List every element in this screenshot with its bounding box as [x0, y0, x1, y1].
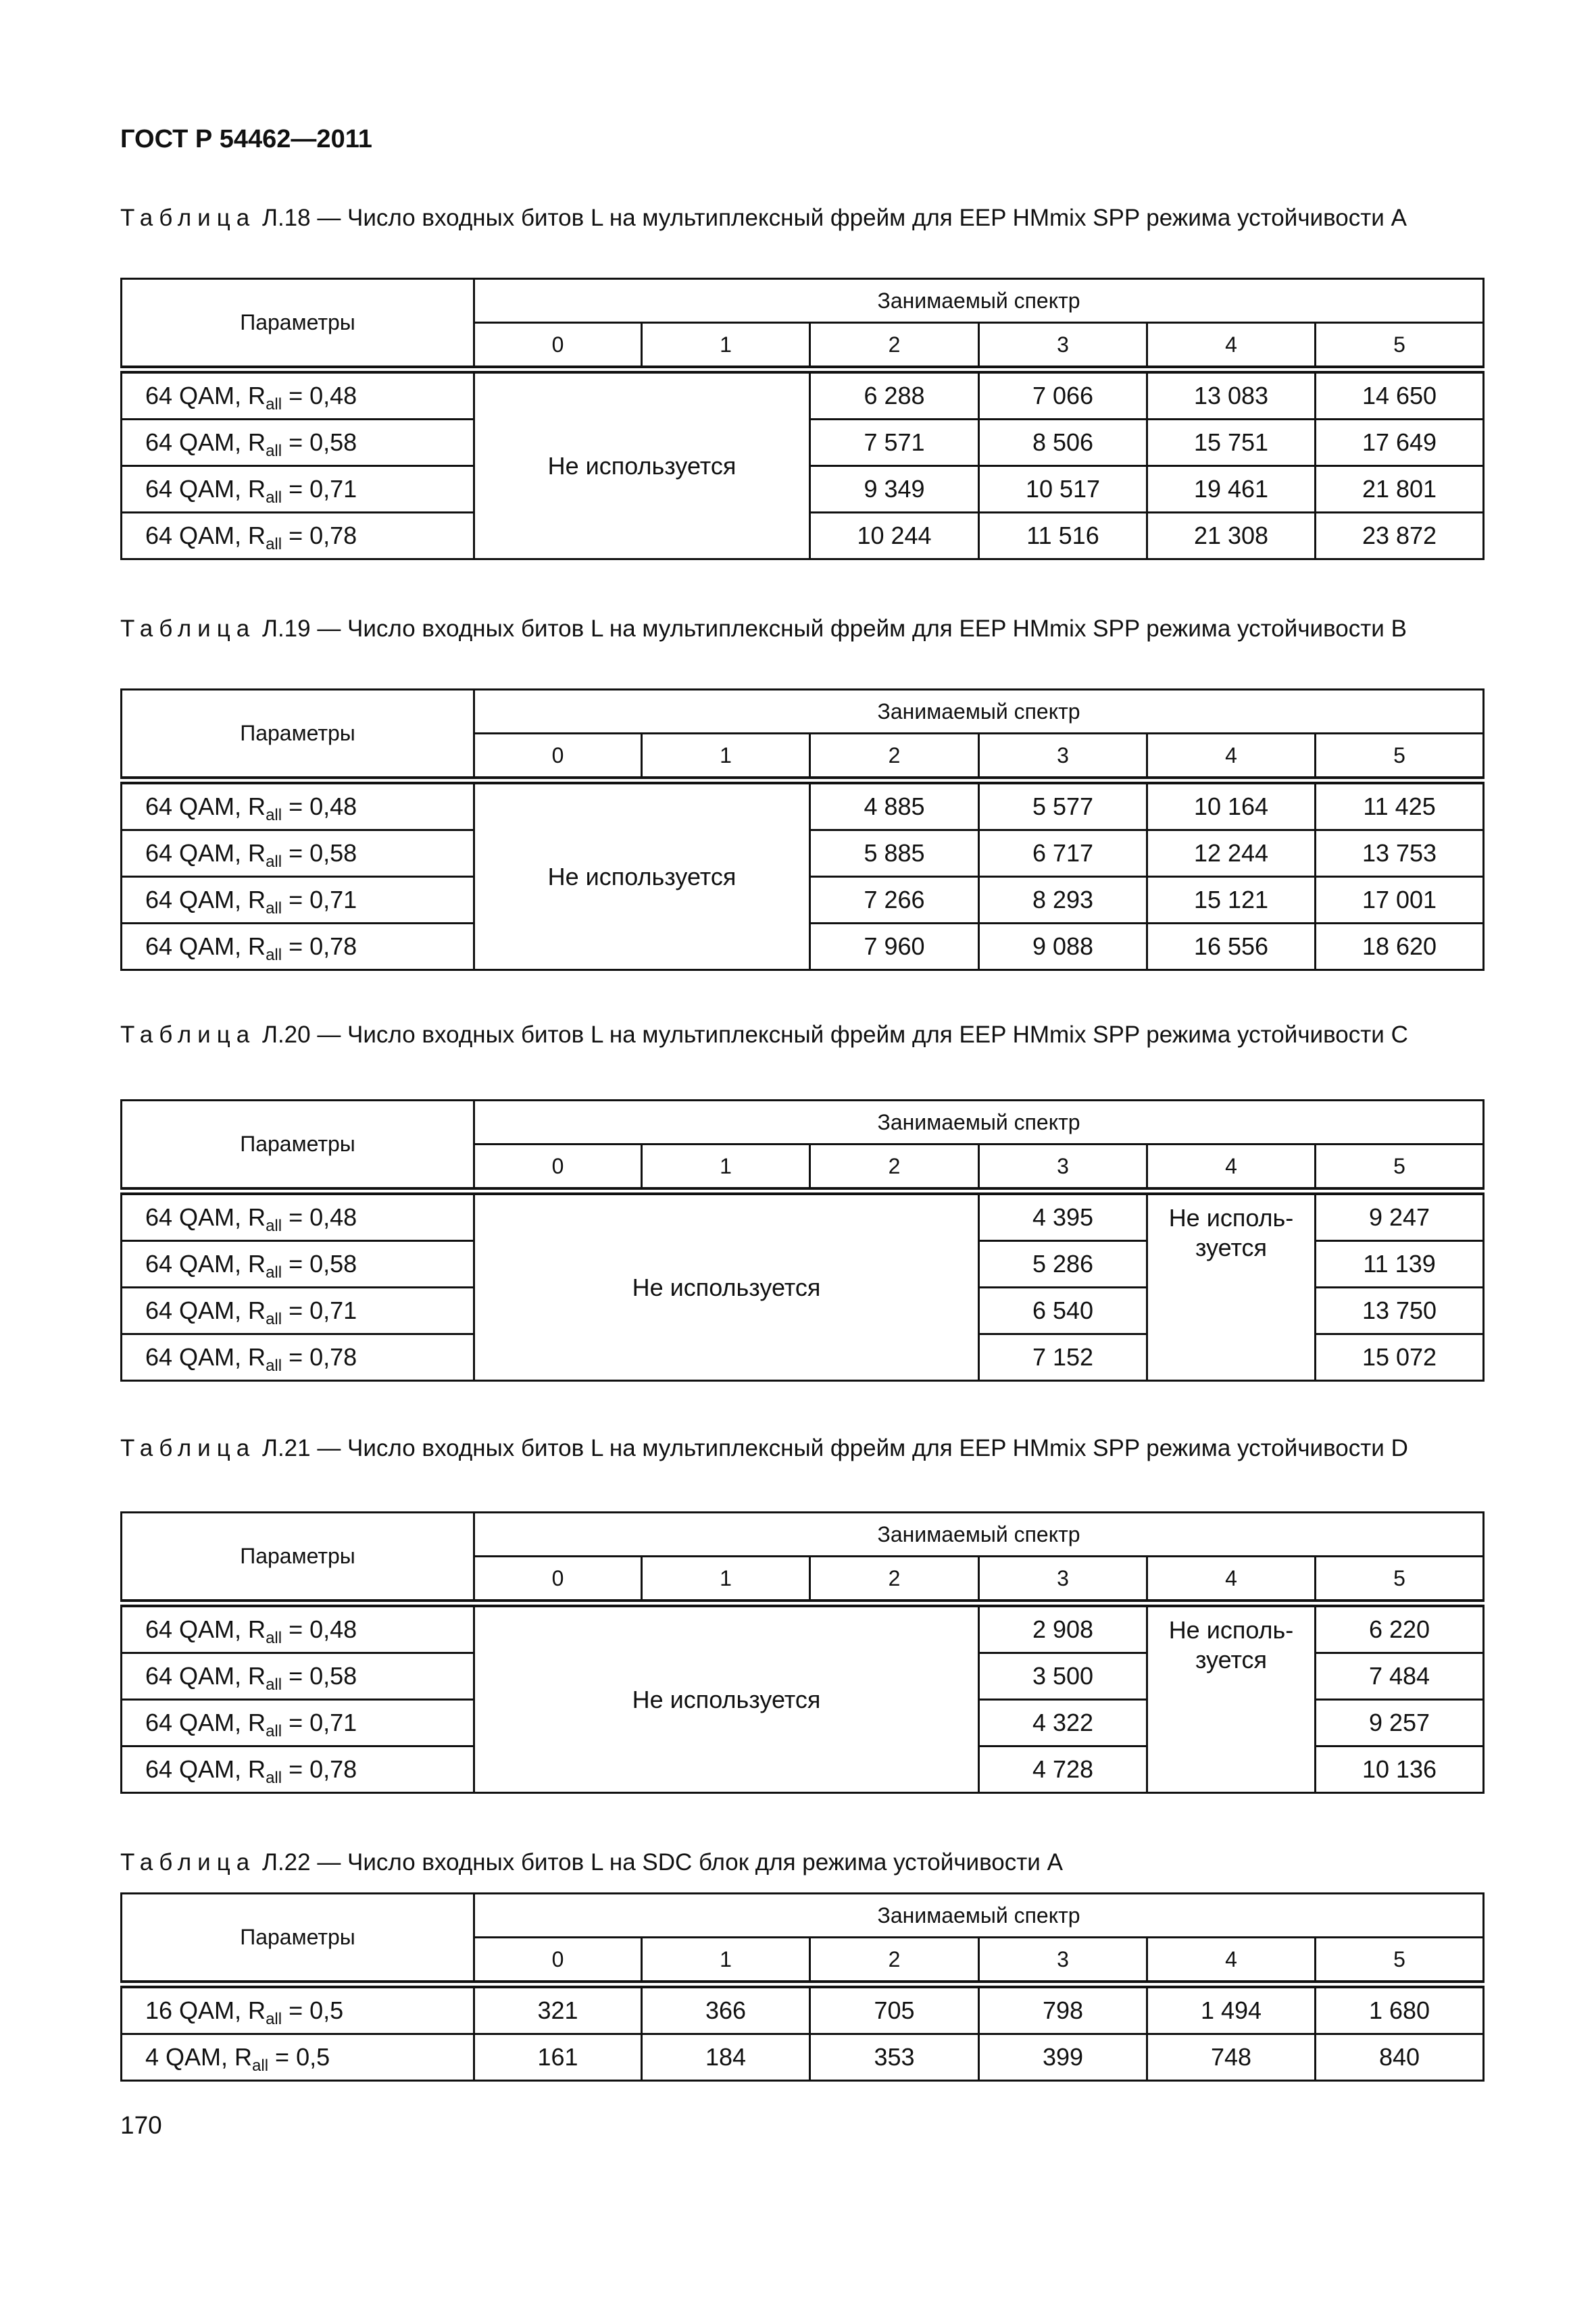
caption-text: Л.20 — Число входных битов L на мультиплексный фрейм для EEP HMmix SPP режима устойчивости C: [261, 1022, 1408, 1048]
value-cell: 798: [979, 1984, 1147, 2034]
value-cell: 9 247: [1316, 1191, 1484, 1241]
spectrum-col-5: 5: [1316, 323, 1484, 370]
table-row: [122, 370, 1484, 420]
not-used-cell-hyphenated: Не исполь- зуется: [1147, 1603, 1316, 1793]
value-cell: 10 136: [1316, 1746, 1484, 1793]
document-header: ГОСТ Р 54462—2011: [120, 125, 372, 153]
table-caption-l20: [120, 1020, 1480, 1051]
spectrum-col-5: 5: [1316, 734, 1484, 781]
value-cell: 2 908: [979, 1603, 1147, 1653]
spectrum-header: Занимаемый спектр: [474, 279, 1484, 323]
spectrum-col-0: 0: [474, 734, 642, 781]
value-cell: 7 960: [810, 924, 979, 970]
spectrum-col-4: 4: [1147, 323, 1316, 370]
value-cell: 748: [1147, 2034, 1316, 2081]
value-cell: 7 152: [979, 1334, 1147, 1381]
value-cell: 15 751: [1147, 420, 1316, 466]
param-cell: 64 QAM, $R_{all} = 0,48$: [122, 370, 474, 420]
value-cell: 18 620: [1316, 924, 1484, 970]
params-header: Параметры: [122, 279, 474, 370]
param-cell: 64 QAM, $R_{all} = 0,58$: [122, 830, 474, 877]
table-label: Таблица: [120, 205, 256, 231]
value-cell: 21 308: [1147, 513, 1316, 559]
spectrum-col-1: 1: [642, 323, 810, 370]
caption-text: Л.21 — Число входных битов L на мультиплексный фрейм для EEP HMmix SPP режима устойчивости D: [261, 1435, 1408, 1461]
value-cell: 9 257: [1316, 1700, 1484, 1746]
spectrum-header: Занимаемый спектр: [474, 1513, 1484, 1557]
table-label: Таблица: [120, 615, 256, 642]
not-used-cell-hyphenated: Не исполь- зуется: [1147, 1191, 1316, 1381]
not-used-cell: Не используется: [474, 1603, 979, 1793]
value-cell: 6 540: [979, 1288, 1147, 1334]
value-cell: 14 650: [1316, 370, 1484, 420]
value-cell: 13 753: [1316, 830, 1484, 877]
value-cell: 1 494: [1147, 1984, 1316, 2034]
value-cell: 11 516: [979, 513, 1147, 559]
table-row: [122, 2034, 1484, 2081]
spectrum-col-4: 4: [1147, 734, 1316, 781]
value-cell: 5 885: [810, 830, 979, 877]
spectrum-header: Занимаемый спектр: [474, 1894, 1484, 1938]
param-cell: 64 QAM, $R_{all} = 0,71$: [122, 1700, 474, 1746]
caption-text: Л.22 — Число входных битов L на SDC блок для режима устойчивости A: [261, 1849, 1063, 1876]
table-l19: [120, 688, 1485, 971]
value-cell: 6 220: [1316, 1603, 1484, 1653]
value-cell: 4 885: [810, 780, 979, 830]
value-cell: 705: [810, 1984, 979, 2034]
param-cell: 64 QAM, $R_{all} = 0,58$: [122, 1241, 474, 1288]
value-cell: 10 244: [810, 513, 979, 559]
spectrum-col-3: 3: [979, 734, 1147, 781]
value-cell: 17 001: [1316, 877, 1484, 924]
value-cell: 9 349: [810, 466, 979, 513]
value-cell: 5 286: [979, 1241, 1147, 1288]
table-row: [122, 1191, 1484, 1241]
table-caption-l21: [120, 1433, 1480, 1464]
table-l22: [120, 1892, 1485, 2082]
value-cell: 8 293: [979, 877, 1147, 924]
value-cell: 7 484: [1316, 1653, 1484, 1700]
value-cell: 7 066: [979, 370, 1147, 420]
table-caption-l22: [120, 1847, 1480, 1878]
param-cell: 64 QAM, $R_{all} = 0,58$: [122, 420, 474, 466]
table-label: Таблица: [120, 1435, 256, 1461]
param-cell: 64 QAM, $R_{all} = 0,71$: [122, 466, 474, 513]
spectrum-col-5: 5: [1316, 1938, 1484, 1985]
value-cell: 13 083: [1147, 370, 1316, 420]
value-cell: 7 266: [810, 877, 979, 924]
table-label: Таблица: [120, 1022, 256, 1048]
spectrum-col-1: 1: [642, 1557, 810, 1604]
value-cell: 4 395: [979, 1191, 1147, 1241]
value-cell: 5 577: [979, 780, 1147, 830]
value-cell: 399: [979, 2034, 1147, 2081]
caption-text: Л.19 — Число входных битов L на мультиплексный фрейм для EEP HMmix SPP режима устойчивости B: [261, 615, 1407, 642]
spectrum-col-2: 2: [810, 734, 979, 781]
params-header: Параметры: [122, 1894, 474, 1985]
spectrum-col-2: 2: [810, 1557, 979, 1604]
value-cell: 840: [1316, 2034, 1484, 2081]
value-cell: 321: [474, 1984, 642, 2034]
not-used-cell: Не используется: [474, 780, 810, 970]
table-l20: [120, 1099, 1485, 1382]
table-l18: [120, 278, 1485, 560]
table-row: [122, 780, 1484, 830]
param-cell: 64 QAM, $R_{all} = 0,78$: [122, 513, 474, 559]
value-cell: 4 728: [979, 1746, 1147, 1793]
value-cell: 9 088: [979, 924, 1147, 970]
caption-text: Л.18 — Число входных битов L на мультиплексный фрейм для EEP HMmix SPP режима устойчивости A: [261, 205, 1407, 231]
params-header: Параметры: [122, 690, 474, 781]
spectrum-header: Занимаемый спектр: [474, 1101, 1484, 1145]
param-cell: 64 QAM, $R_{all} = 0,48$: [122, 1603, 474, 1653]
value-cell: 15 072: [1316, 1334, 1484, 1381]
spectrum-col-3: 3: [979, 323, 1147, 370]
param-cell: 64 QAM, $R_{all} = 0,78$: [122, 1746, 474, 1793]
value-cell: 10 164: [1147, 780, 1316, 830]
spectrum-col-1: 1: [642, 1938, 810, 1985]
spectrum-col-5: 5: [1316, 1145, 1484, 1192]
spectrum-col-2: 2: [810, 323, 979, 370]
param-cell: 64 QAM, $R_{all} = 0,71$: [122, 1288, 474, 1334]
value-cell: 17 649: [1316, 420, 1484, 466]
spectrum-col-0: 0: [474, 1938, 642, 1985]
table-l21: [120, 1511, 1485, 1794]
value-cell: 13 750: [1316, 1288, 1484, 1334]
value-cell: 12 244: [1147, 830, 1316, 877]
spectrum-col-0: 0: [474, 1145, 642, 1192]
spectrum-header: Занимаемый спектр: [474, 690, 1484, 734]
value-cell: 7 571: [810, 420, 979, 466]
spectrum-col-4: 4: [1147, 1938, 1316, 1985]
value-cell: 161: [474, 2034, 642, 2081]
value-cell: 4 322: [979, 1700, 1147, 1746]
param-cell: 64 QAM, $R_{all} = 0,48$: [122, 1191, 474, 1241]
spectrum-col-3: 3: [979, 1145, 1147, 1192]
spectrum-col-3: 3: [979, 1938, 1147, 1985]
value-cell: 6 288: [810, 370, 979, 420]
spectrum-col-4: 4: [1147, 1145, 1316, 1192]
value-cell: 15 121: [1147, 877, 1316, 924]
spectrum-col-1: 1: [642, 734, 810, 781]
not-used-cell: Не используется: [474, 370, 810, 559]
spectrum-col-5: 5: [1316, 1557, 1484, 1604]
params-header: Параметры: [122, 1101, 474, 1192]
value-cell: 184: [642, 2034, 810, 2081]
param-cell: 64 QAM, $R_{all} = 0,78$: [122, 924, 474, 970]
value-cell: 21 801: [1316, 466, 1484, 513]
value-cell: 1 680: [1316, 1984, 1484, 2034]
param-cell: 64 QAM, $R_{all} = 0,78$: [122, 1334, 474, 1381]
spectrum-col-4: 4: [1147, 1557, 1316, 1604]
param-cell: 4 QAM, $R_{all} = 0,5$: [122, 2034, 474, 2081]
spectrum-col-2: 2: [810, 1145, 979, 1192]
value-cell: 8 506: [979, 420, 1147, 466]
table-row: [122, 1603, 1484, 1653]
table-caption-l18: [120, 203, 1480, 234]
value-cell: 23 872: [1316, 513, 1484, 559]
value-cell: 19 461: [1147, 466, 1316, 513]
value-cell: 11 425: [1316, 780, 1484, 830]
spectrum-col-1: 1: [642, 1145, 810, 1192]
spectrum-col-0: 0: [474, 1557, 642, 1604]
param-cell: 64 QAM, $R_{all} = 0,48$: [122, 780, 474, 830]
table-label: Таблица: [120, 1849, 256, 1876]
table-row: [122, 1984, 1484, 2034]
params-header: Параметры: [122, 1513, 474, 1604]
spectrum-col-3: 3: [979, 1557, 1147, 1604]
not-used-cell: Не используется: [474, 1191, 979, 1381]
value-cell: 10 517: [979, 466, 1147, 513]
value-cell: 11 139: [1316, 1241, 1484, 1288]
param-cell: 64 QAM, $R_{all} = 0,71$: [122, 877, 474, 924]
value-cell: 366: [642, 1984, 810, 2034]
table-caption-l19: [120, 613, 1480, 645]
param-cell: 16 QAM, $R_{all} = 0,5$: [122, 1984, 474, 2034]
spectrum-col-2: 2: [810, 1938, 979, 1985]
value-cell: 353: [810, 2034, 979, 2081]
param-cell: 64 QAM, $R_{all} = 0,58$: [122, 1653, 474, 1700]
value-cell: 16 556: [1147, 924, 1316, 970]
value-cell: 6 717: [979, 830, 1147, 877]
page-number: 170: [120, 2111, 162, 2139]
value-cell: 3 500: [979, 1653, 1147, 1700]
spectrum-col-0: 0: [474, 323, 642, 370]
